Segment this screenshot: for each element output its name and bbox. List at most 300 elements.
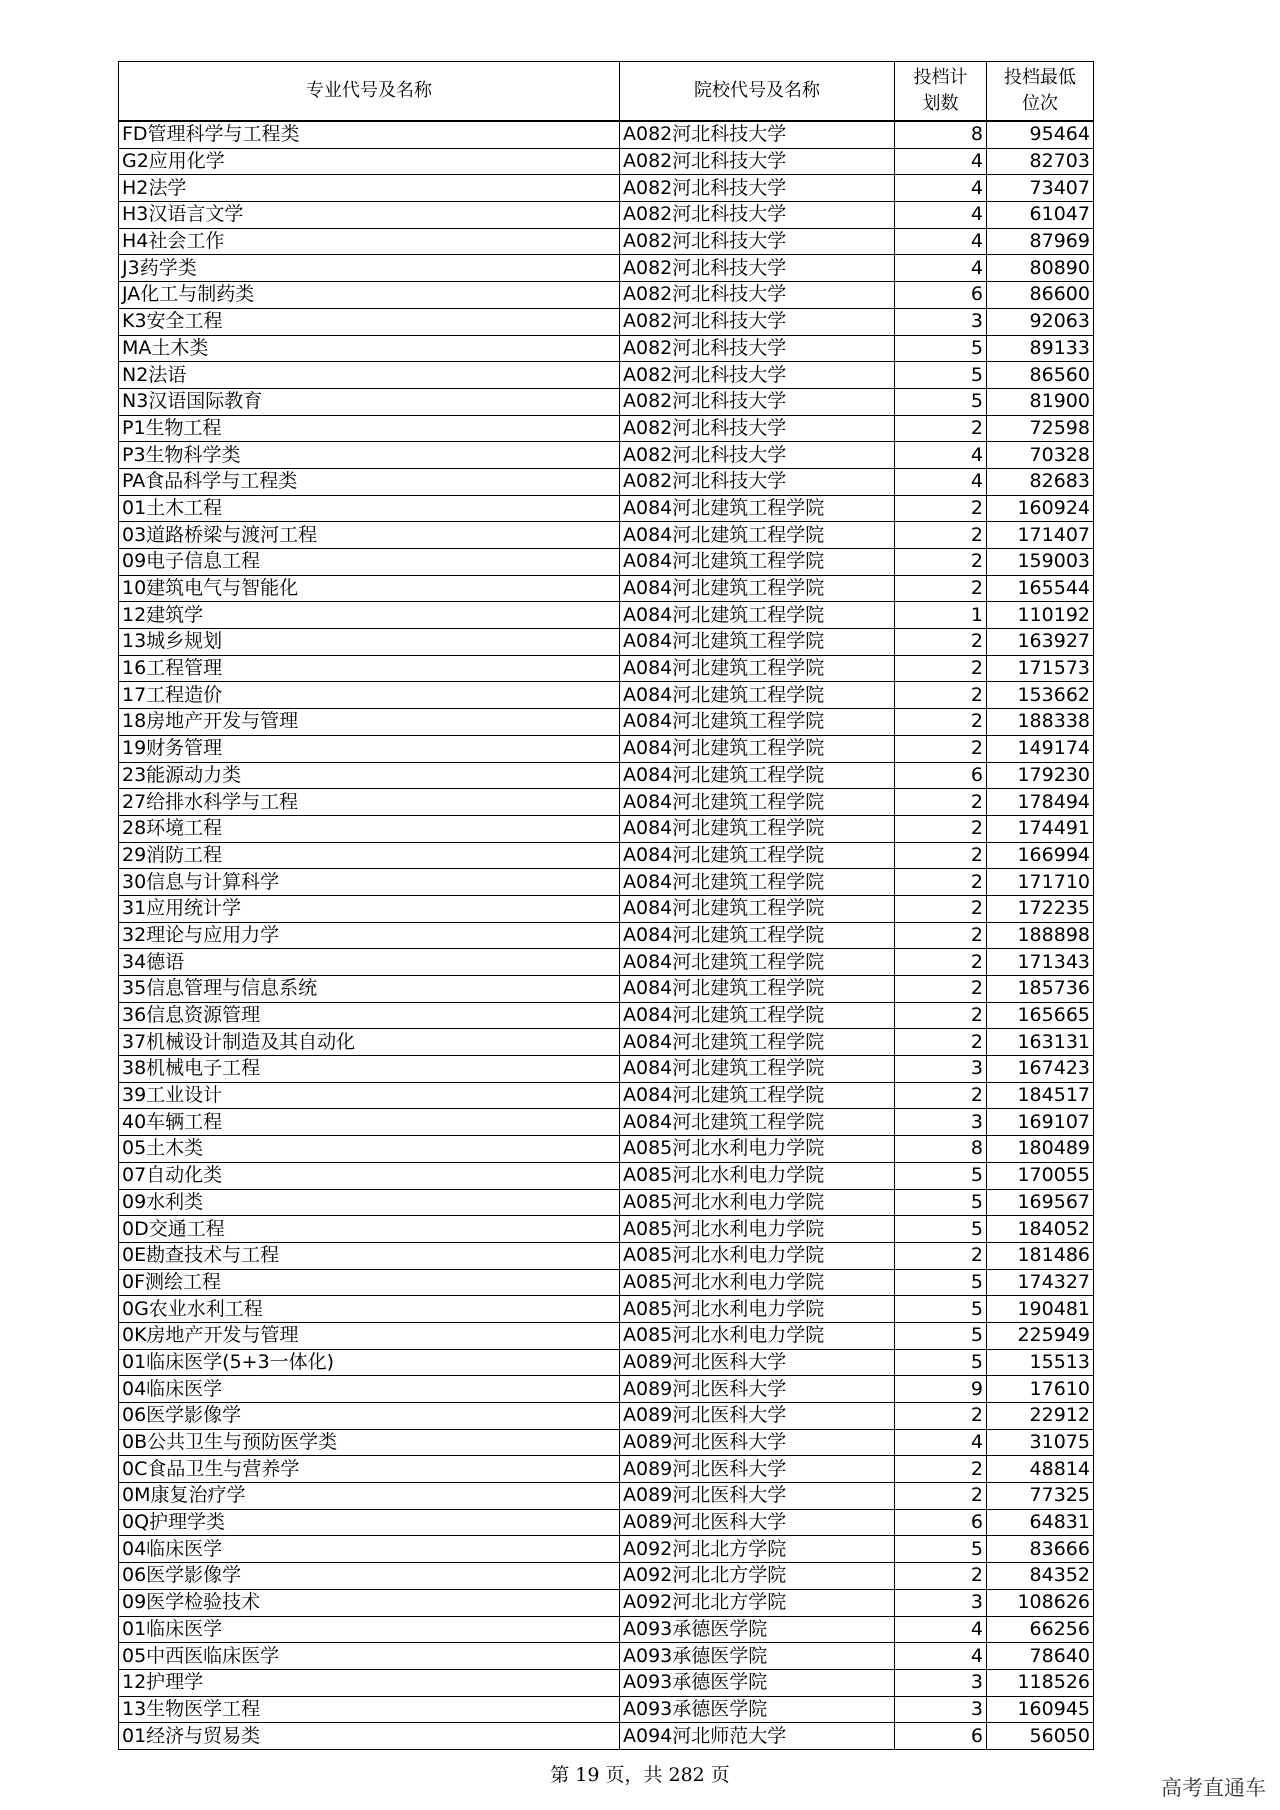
- cell-min-rank: 163131: [987, 1029, 1094, 1056]
- table-row: [119, 1616, 1094, 1643]
- table-row: [119, 682, 1094, 709]
- cell-major: 36信息资源管理: [119, 1002, 620, 1029]
- cell-min-rank: 153662: [987, 682, 1094, 709]
- cell-plan-count: 2: [895, 495, 987, 522]
- cell-major: 01临床医学(5+3一体化): [119, 1349, 620, 1376]
- cell-min-rank: 225949: [987, 1322, 1094, 1349]
- cell-plan-count: 5: [895, 1349, 987, 1376]
- header-major: 专业代号及名称: [119, 62, 620, 122]
- cell-plan-count: 2: [895, 1563, 987, 1590]
- table-row: [119, 1643, 1094, 1670]
- cell-school: A084河北建筑工程学院: [620, 629, 895, 656]
- cell-plan-count: 2: [895, 922, 987, 949]
- cell-min-rank: 174327: [987, 1269, 1094, 1296]
- cell-school: A084河北建筑工程学院: [620, 522, 895, 549]
- cell-plan-count: 1: [895, 602, 987, 629]
- cell-plan-count: 4: [895, 1616, 987, 1643]
- cell-plan-count: 4: [895, 442, 987, 469]
- page-number: 第 19 页，共 282 页: [550, 1764, 730, 1786]
- cell-min-rank: 166994: [987, 842, 1094, 869]
- cell-min-rank: 70328: [987, 442, 1094, 469]
- cell-min-rank: 86560: [987, 362, 1094, 389]
- table-row: [119, 842, 1094, 869]
- table-row: [119, 175, 1094, 202]
- cell-school: A082河北科技大学: [620, 388, 895, 415]
- cell-plan-count: 4: [895, 1429, 987, 1456]
- cell-plan-count: 3: [895, 1669, 987, 1696]
- cell-major: 12建筑学: [119, 602, 620, 629]
- cell-plan-count: 3: [895, 1109, 987, 1136]
- table-row: [119, 1082, 1094, 1109]
- cell-plan-count: 4: [895, 1643, 987, 1670]
- cell-min-rank: 180489: [987, 1136, 1094, 1163]
- cell-plan-count: 2: [895, 1403, 987, 1430]
- cell-min-rank: 178494: [987, 789, 1094, 816]
- cell-school: A085河北水利电力学院: [620, 1136, 895, 1163]
- table-row: [119, 1509, 1094, 1536]
- cell-min-rank: 179230: [987, 762, 1094, 789]
- cell-plan-count: 4: [895, 255, 987, 282]
- cell-major: 23能源动力类: [119, 762, 620, 789]
- cell-major: P3生物科学类: [119, 442, 620, 469]
- cell-school: A084河北建筑工程学院: [620, 495, 895, 522]
- cell-major: MA土木类: [119, 335, 620, 362]
- cell-major: 09医学检验技术: [119, 1589, 620, 1616]
- cell-min-rank: 48814: [987, 1456, 1094, 1483]
- cell-major: 05土木类: [119, 1136, 620, 1163]
- header-plan-line1: 投档计: [913, 67, 968, 88]
- cell-plan-count: 2: [895, 842, 987, 869]
- cell-min-rank: 108626: [987, 1589, 1094, 1616]
- cell-min-rank: 190481: [987, 1296, 1094, 1323]
- cell-major: 04临床医学: [119, 1376, 620, 1403]
- cell-major: J3药学类: [119, 255, 620, 282]
- cell-school: A082河北科技大学: [620, 148, 895, 175]
- cell-school: A085河北水利电力学院: [620, 1189, 895, 1216]
- table-row: [119, 895, 1094, 922]
- table-row: [119, 709, 1094, 736]
- cell-major: 01临床医学: [119, 1616, 620, 1643]
- cell-major: 34德语: [119, 949, 620, 976]
- table-row: [119, 1669, 1094, 1696]
- cell-school: A082河北科技大学: [620, 442, 895, 469]
- table-row: [119, 1696, 1094, 1723]
- cell-min-rank: 56050: [987, 1723, 1094, 1750]
- cell-school: A084河北建筑工程学院: [620, 1029, 895, 1056]
- table-row: [119, 602, 1094, 629]
- table-row: [119, 1563, 1094, 1590]
- cell-min-rank: 169567: [987, 1189, 1094, 1216]
- cell-major: 06医学影像学: [119, 1563, 620, 1590]
- cell-min-rank: 170055: [987, 1162, 1094, 1189]
- table-row: [119, 495, 1094, 522]
- cell-school: A089河北医科大学: [620, 1349, 895, 1376]
- cell-school: A084河北建筑工程学院: [620, 602, 895, 629]
- table-row: [119, 1056, 1094, 1083]
- cell-plan-count: 3: [895, 1589, 987, 1616]
- cell-min-rank: 163927: [987, 629, 1094, 656]
- cell-major: 13生物医学工程: [119, 1696, 620, 1723]
- cell-plan-count: 2: [895, 575, 987, 602]
- cell-school: A085河北水利电力学院: [620, 1216, 895, 1243]
- cell-min-rank: 72598: [987, 415, 1094, 442]
- table-row: [119, 1242, 1094, 1269]
- cell-major: 09水利类: [119, 1189, 620, 1216]
- cell-min-rank: 160945: [987, 1696, 1094, 1723]
- cell-min-rank: 89133: [987, 335, 1094, 362]
- cell-school: A093承德医学院: [620, 1696, 895, 1723]
- cell-major: N3汉语国际教育: [119, 388, 620, 415]
- cell-school: A084河北建筑工程学院: [620, 869, 895, 896]
- cell-min-rank: 181486: [987, 1242, 1094, 1269]
- cell-plan-count: 8: [895, 1136, 987, 1163]
- cell-major: 0C食品卫生与营养学: [119, 1456, 620, 1483]
- cell-min-rank: 15513: [987, 1349, 1094, 1376]
- cell-major: JA化工与制药类: [119, 282, 620, 309]
- cell-major: 32理论与应用力学: [119, 922, 620, 949]
- cell-plan-count: 2: [895, 655, 987, 682]
- cell-min-rank: 167423: [987, 1056, 1094, 1083]
- table-row: [119, 976, 1094, 1003]
- table-row: [119, 308, 1094, 335]
- table-body: [119, 121, 1094, 1749]
- table-row: [119, 1002, 1094, 1029]
- cell-major: 0F测绘工程: [119, 1269, 620, 1296]
- cell-major: H3汉语言文学: [119, 202, 620, 229]
- header-plan: [895, 62, 987, 122]
- cell-plan-count: 2: [895, 1242, 987, 1269]
- table-row: [119, 1136, 1094, 1163]
- cell-plan-count: 2: [895, 549, 987, 576]
- cell-school: A093承德医学院: [620, 1669, 895, 1696]
- table-row: [119, 388, 1094, 415]
- cell-school: A092河北北方学院: [620, 1589, 895, 1616]
- cell-plan-count: 2: [895, 976, 987, 1003]
- cell-school: A089河北医科大学: [620, 1483, 895, 1510]
- cell-plan-count: 2: [895, 1002, 987, 1029]
- cell-plan-count: 5: [895, 1536, 987, 1563]
- cell-min-rank: 149174: [987, 735, 1094, 762]
- cell-major: 27给排水科学与工程: [119, 789, 620, 816]
- cell-min-rank: 84352: [987, 1563, 1094, 1590]
- cell-major: 0B公共卫生与预防医学类: [119, 1429, 620, 1456]
- cell-major: 13城乡规划: [119, 629, 620, 656]
- table-row: [119, 1403, 1094, 1430]
- cell-plan-count: 4: [895, 175, 987, 202]
- cell-min-rank: 82683: [987, 468, 1094, 495]
- cell-major: 06医学影像学: [119, 1403, 620, 1430]
- cell-plan-count: 6: [895, 762, 987, 789]
- table-row: [119, 1269, 1094, 1296]
- cell-school: A089河北医科大学: [620, 1403, 895, 1430]
- cell-plan-count: 8: [895, 121, 987, 148]
- cell-school: A082河北科技大学: [620, 468, 895, 495]
- cell-plan-count: 5: [895, 388, 987, 415]
- header-rank-line2: 位次: [1022, 93, 1058, 114]
- cell-major: PA食品科学与工程类: [119, 468, 620, 495]
- cell-major: 12护理学: [119, 1669, 620, 1696]
- cell-major: N2法语: [119, 362, 620, 389]
- cell-school: A089河北医科大学: [620, 1429, 895, 1456]
- cell-min-rank: 188338: [987, 709, 1094, 736]
- cell-school: A082河北科技大学: [620, 255, 895, 282]
- table-row: [119, 1189, 1094, 1216]
- header-rank: [987, 62, 1094, 122]
- cell-plan-count: 5: [895, 335, 987, 362]
- cell-school: A084河北建筑工程学院: [620, 709, 895, 736]
- cell-school: A082河北科技大学: [620, 202, 895, 229]
- table-row: [119, 1162, 1094, 1189]
- table-row: [119, 1376, 1094, 1403]
- cell-min-rank: 83666: [987, 1536, 1094, 1563]
- cell-major: 07自动化类: [119, 1162, 620, 1189]
- cell-plan-count: 6: [895, 1509, 987, 1536]
- table-row: [119, 629, 1094, 656]
- cell-min-rank: 171407: [987, 522, 1094, 549]
- cell-min-rank: 171343: [987, 949, 1094, 976]
- table-row: [119, 1029, 1094, 1056]
- cell-plan-count: 2: [895, 629, 987, 656]
- cell-school: A084河北建筑工程学院: [620, 789, 895, 816]
- cell-plan-count: 4: [895, 148, 987, 175]
- cell-min-rank: 77325: [987, 1483, 1094, 1510]
- table-row: [119, 1322, 1094, 1349]
- cell-major: 37机械设计制造及其自动化: [119, 1029, 620, 1056]
- table-row: [119, 789, 1094, 816]
- cell-major: 04临床医学: [119, 1536, 620, 1563]
- cell-plan-count: 2: [895, 949, 987, 976]
- cell-plan-count: 4: [895, 202, 987, 229]
- table-row: [119, 1723, 1094, 1750]
- table-row: [119, 202, 1094, 229]
- cell-min-rank: 171573: [987, 655, 1094, 682]
- cell-school: A084河北建筑工程学院: [620, 735, 895, 762]
- cell-school: A084河北建筑工程学院: [620, 842, 895, 869]
- cell-plan-count: 5: [895, 1162, 987, 1189]
- table-row: [119, 255, 1094, 282]
- cell-plan-count: 2: [895, 869, 987, 896]
- cell-school: A082河北科技大学: [620, 415, 895, 442]
- cell-major: 0D交通工程: [119, 1216, 620, 1243]
- table-row: [119, 442, 1094, 469]
- cell-school: A094河北师范大学: [620, 1723, 895, 1750]
- cell-plan-count: 2: [895, 1029, 987, 1056]
- cell-plan-count: 2: [895, 1456, 987, 1483]
- cell-major: 05中西医临床医学: [119, 1643, 620, 1670]
- cell-school: A089河北医科大学: [620, 1376, 895, 1403]
- cell-plan-count: 6: [895, 282, 987, 309]
- cell-school: A084河北建筑工程学院: [620, 762, 895, 789]
- cell-school: A084河北建筑工程学院: [620, 949, 895, 976]
- cell-min-rank: 31075: [987, 1429, 1094, 1456]
- cell-major: 39工业设计: [119, 1082, 620, 1109]
- table-row: [119, 228, 1094, 255]
- watermark: 高考直通车: [1161, 1776, 1266, 1800]
- cell-plan-count: 3: [895, 1056, 987, 1083]
- cell-school: A084河北建筑工程学院: [620, 1002, 895, 1029]
- cell-major: H4社会工作: [119, 228, 620, 255]
- cell-major: 35信息管理与信息系统: [119, 976, 620, 1003]
- cell-school: A082河北科技大学: [620, 121, 895, 148]
- table-row: [119, 922, 1094, 949]
- cell-min-rank: 184517: [987, 1082, 1094, 1109]
- cell-min-rank: 184052: [987, 1216, 1094, 1243]
- table-row: [119, 575, 1094, 602]
- cell-min-rank: 169107: [987, 1109, 1094, 1136]
- cell-school: A082河北科技大学: [620, 282, 895, 309]
- cell-major: 30信息与计算科学: [119, 869, 620, 896]
- cell-major: 38机械电子工程: [119, 1056, 620, 1083]
- cell-min-rank: 61047: [987, 202, 1094, 229]
- cell-major: 0E勘查技术与工程: [119, 1242, 620, 1269]
- cell-min-rank: 95464: [987, 121, 1094, 148]
- header-plan-line2: 划数: [922, 93, 959, 114]
- cell-min-rank: 82703: [987, 148, 1094, 175]
- cell-plan-count: 5: [895, 1189, 987, 1216]
- table-row: [119, 1456, 1094, 1483]
- cell-major: H2法学: [119, 175, 620, 202]
- cell-min-rank: 80890: [987, 255, 1094, 282]
- cell-school: A084河北建筑工程学院: [620, 655, 895, 682]
- cell-major: 0Q护理学类: [119, 1509, 620, 1536]
- table-row: [119, 549, 1094, 576]
- cell-plan-count: 9: [895, 1376, 987, 1403]
- cell-min-rank: 185736: [987, 976, 1094, 1003]
- cell-plan-count: 5: [895, 362, 987, 389]
- cell-plan-count: 5: [895, 1296, 987, 1323]
- cell-school: A092河北北方学院: [620, 1536, 895, 1563]
- cell-min-rank: 86600: [987, 282, 1094, 309]
- table-row: [119, 1349, 1094, 1376]
- cell-plan-count: 3: [895, 308, 987, 335]
- admission-table-container: [118, 61, 1093, 1750]
- cell-school: A093承德医学院: [620, 1616, 895, 1643]
- cell-major: FD管理科学与工程类: [119, 121, 620, 148]
- cell-school: A089河北医科大学: [620, 1456, 895, 1483]
- cell-school: A085河北水利电力学院: [620, 1322, 895, 1349]
- cell-major: 0K房地产开发与管理: [119, 1322, 620, 1349]
- cell-plan-count: 2: [895, 522, 987, 549]
- cell-major: K3安全工程: [119, 308, 620, 335]
- cell-min-rank: 87969: [987, 228, 1094, 255]
- cell-plan-count: 2: [895, 709, 987, 736]
- table-row: [119, 415, 1094, 442]
- cell-major: 28环境工程: [119, 815, 620, 842]
- header-rank-line1: 投档最低: [1004, 67, 1076, 88]
- cell-plan-count: 2: [895, 735, 987, 762]
- cell-school: A085河北水利电力学院: [620, 1269, 895, 1296]
- cell-major: 01经济与贸易类: [119, 1723, 620, 1750]
- table-row: [119, 1483, 1094, 1510]
- cell-min-rank: 110192: [987, 602, 1094, 629]
- cell-min-rank: 92063: [987, 308, 1094, 335]
- table-row: [119, 1296, 1094, 1323]
- cell-major: 10建筑电气与智能化: [119, 575, 620, 602]
- table-row: [119, 522, 1094, 549]
- cell-school: A093承德医学院: [620, 1643, 895, 1670]
- table-row: [119, 335, 1094, 362]
- table-row: [119, 1429, 1094, 1456]
- cell-plan-count: 3: [895, 1696, 987, 1723]
- table-row: [119, 869, 1094, 896]
- cell-plan-count: 2: [895, 815, 987, 842]
- cell-school: A084河北建筑工程学院: [620, 1109, 895, 1136]
- table-row: [119, 362, 1094, 389]
- cell-min-rank: 64831: [987, 1509, 1094, 1536]
- table-row: [119, 1536, 1094, 1563]
- header-school: 院校代号及名称: [620, 62, 895, 122]
- table-row: [119, 762, 1094, 789]
- table-row: [119, 121, 1094, 148]
- cell-school: A084河北建筑工程学院: [620, 682, 895, 709]
- table-row: [119, 1216, 1094, 1243]
- header-row: [119, 62, 1094, 122]
- cell-major: 16工程管理: [119, 655, 620, 682]
- cell-min-rank: 66256: [987, 1616, 1094, 1643]
- cell-school: A084河北建筑工程学院: [620, 1082, 895, 1109]
- admission-table: [118, 61, 1094, 1750]
- cell-plan-count: 6: [895, 1723, 987, 1750]
- cell-school: A085河北水利电力学院: [620, 1296, 895, 1323]
- cell-min-rank: 73407: [987, 175, 1094, 202]
- cell-min-rank: 22912: [987, 1403, 1094, 1430]
- cell-plan-count: 2: [895, 895, 987, 922]
- cell-school: A082河北科技大学: [620, 175, 895, 202]
- table-row: [119, 949, 1094, 976]
- cell-school: A082河北科技大学: [620, 335, 895, 362]
- table-row: [119, 815, 1094, 842]
- cell-major: 40车辆工程: [119, 1109, 620, 1136]
- table-row: [119, 735, 1094, 762]
- cell-major: 03道路桥梁与渡河工程: [119, 522, 620, 549]
- cell-min-rank: 78640: [987, 1643, 1094, 1670]
- cell-major: G2应用化学: [119, 148, 620, 175]
- cell-min-rank: 159003: [987, 549, 1094, 576]
- cell-school: A084河北建筑工程学院: [620, 1056, 895, 1083]
- cell-school: A082河北科技大学: [620, 308, 895, 335]
- cell-major: 31应用统计学: [119, 895, 620, 922]
- table-row: [119, 148, 1094, 175]
- cell-school: A092河北北方学院: [620, 1563, 895, 1590]
- cell-major: 0M康复治疗学: [119, 1483, 620, 1510]
- cell-min-rank: 165544: [987, 575, 1094, 602]
- cell-major: 18房地产开发与管理: [119, 709, 620, 736]
- table-row: [119, 1589, 1094, 1616]
- cell-plan-count: 4: [895, 228, 987, 255]
- cell-major: 01土木工程: [119, 495, 620, 522]
- table-row: [119, 1109, 1094, 1136]
- table-row: [119, 282, 1094, 309]
- cell-min-rank: 17610: [987, 1376, 1094, 1403]
- cell-school: A085河北水利电力学院: [620, 1162, 895, 1189]
- cell-school: A084河北建筑工程学院: [620, 895, 895, 922]
- cell-min-rank: 171710: [987, 869, 1094, 896]
- cell-school: A084河北建筑工程学院: [620, 815, 895, 842]
- cell-major: P1生物工程: [119, 415, 620, 442]
- cell-major: 17工程造价: [119, 682, 620, 709]
- table-row: [119, 468, 1094, 495]
- cell-school: A085河北水利电力学院: [620, 1242, 895, 1269]
- cell-plan-count: 2: [895, 1082, 987, 1109]
- cell-min-rank: 174491: [987, 815, 1094, 842]
- cell-school: A084河北建筑工程学院: [620, 575, 895, 602]
- cell-min-rank: 165665: [987, 1002, 1094, 1029]
- cell-min-rank: 118526: [987, 1669, 1094, 1696]
- cell-min-rank: 188898: [987, 922, 1094, 949]
- cell-major: 0G农业水利工程: [119, 1296, 620, 1323]
- cell-plan-count: 2: [895, 1483, 987, 1510]
- cell-major: 09电子信息工程: [119, 549, 620, 576]
